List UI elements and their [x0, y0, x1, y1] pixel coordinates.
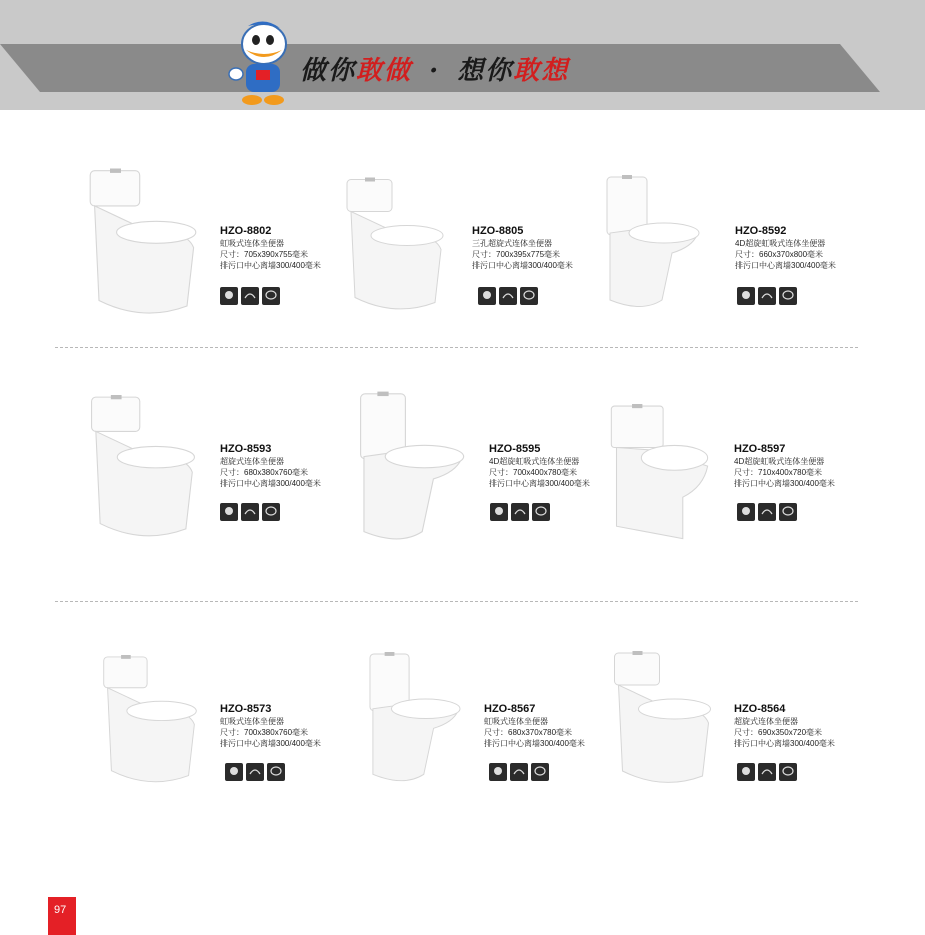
flush-icon: [499, 287, 517, 305]
toilet-product-image: [88, 168, 198, 328]
toilet-product-image: [605, 651, 720, 796]
product-model: HZO-8593: [220, 443, 272, 455]
flush-icon: [246, 763, 264, 781]
flush-icon: [241, 287, 259, 305]
toilet-product-image: [355, 390, 467, 555]
feature-icons: [490, 503, 550, 521]
feature-icons: [478, 287, 538, 305]
product-drain: 排污口中心离墙300/400毫米: [484, 739, 585, 748]
water-saving-icon: [220, 503, 238, 521]
product-type: 虹吸式连体坐便器: [220, 239, 284, 248]
product-model: HZO-8802: [220, 225, 272, 237]
toilet-product-image: [360, 652, 468, 794]
product-type: 三孔超旋式连体坐便器: [472, 239, 552, 248]
flush-icon: [241, 503, 259, 521]
product-model: HZO-8597: [734, 443, 786, 455]
product-model: HZO-8573: [220, 703, 272, 715]
product-type: 虹吸式连体坐便器: [484, 717, 548, 726]
cover-icon: [779, 763, 797, 781]
page-number: 97: [54, 904, 67, 916]
cover-icon: [520, 287, 538, 305]
cover-icon: [262, 503, 280, 521]
feature-icons: [737, 503, 797, 521]
product-specs: [220, 716, 321, 749]
cover-icon: [531, 763, 549, 781]
product-size: 尺寸：690x350x720毫米: [734, 728, 823, 737]
water-saving-icon: [220, 287, 238, 305]
row-divider-2: [55, 601, 858, 602]
toilet-product-image: [95, 655, 205, 795]
flush-icon: [758, 503, 776, 521]
product-drain: 排污口中心离墙300/400毫米: [472, 261, 573, 270]
water-saving-icon: [478, 287, 496, 305]
water-saving-icon: [737, 503, 755, 521]
product-specs: [220, 238, 321, 271]
product-drain: 排污口中心离墙300/400毫米: [220, 261, 321, 270]
water-saving-icon: [737, 763, 755, 781]
product-specs: [734, 716, 835, 749]
cover-icon: [262, 287, 280, 305]
product-specs: [472, 238, 573, 271]
toilet-product-image: [605, 404, 715, 554]
feature-icons: [220, 503, 280, 521]
product-size: 尺寸：705x390x755毫米: [220, 250, 309, 259]
product-size: 尺寸：700x380x760毫米: [220, 728, 309, 737]
water-saving-icon: [490, 503, 508, 521]
product-size: 尺寸：660x370x800毫米: [735, 250, 824, 259]
product-specs: [220, 456, 321, 489]
product-specs: [734, 456, 835, 489]
feature-icons: [489, 763, 549, 781]
duck-mascot-logo: [226, 20, 296, 108]
product-type: 超旋式连体坐便器: [220, 457, 284, 466]
product-size: 尺寸：700x395x775毫米: [472, 250, 561, 259]
product-drain: 排污口中心离墙300/400毫米: [489, 479, 590, 488]
product-drain: 排污口中心离墙300/400毫米: [734, 479, 835, 488]
product-type: 4D超旋虹吸式连体坐便器: [734, 457, 825, 466]
product-size: 尺寸：680x370x780毫米: [484, 728, 573, 737]
product-drain: 排污口中心离墙300/400毫米: [220, 739, 321, 748]
product-size: 尺寸：680x380x760毫米: [220, 468, 309, 477]
product-specs: [735, 238, 836, 271]
product-drain: 排污口中心离墙300/400毫米: [734, 739, 835, 748]
flush-icon: [510, 763, 528, 781]
product-model: HZO-8595: [489, 443, 541, 455]
product-size: 尺寸：710x400x780毫米: [734, 468, 823, 477]
flush-icon: [511, 503, 529, 521]
product-model: HZO-8592: [735, 225, 787, 237]
cover-icon: [532, 503, 550, 521]
water-saving-icon: [737, 287, 755, 305]
cover-icon: [779, 503, 797, 521]
product-type: 4D超旋虹吸式连体坐便器: [489, 457, 580, 466]
product-drain: 排污口中心离墙300/400毫米: [735, 261, 836, 270]
feature-icons: [225, 763, 285, 781]
product-model: HZO-8564: [734, 703, 786, 715]
product-specs: [489, 456, 590, 489]
product-specs: [484, 716, 585, 749]
cover-icon: [779, 287, 797, 305]
flush-icon: [758, 763, 776, 781]
toilet-product-image: [602, 170, 702, 325]
product-type: 虹吸式连体坐便器: [220, 717, 284, 726]
toilet-product-image: [345, 176, 445, 324]
flush-icon: [758, 287, 776, 305]
slogan-title: 做你敢做 · 想你敢想: [300, 56, 570, 86]
water-saving-icon: [225, 763, 243, 781]
feature-icons: [220, 287, 280, 305]
product-model: HZO-8805: [472, 225, 524, 237]
product-type: 超旋式连体坐便器: [734, 717, 798, 726]
product-type: 4D超旋虹吸式连体坐便器: [735, 239, 826, 248]
feature-icons: [737, 763, 797, 781]
feature-icons: [737, 287, 797, 305]
water-saving-icon: [489, 763, 507, 781]
cover-icon: [267, 763, 285, 781]
product-drain: 排污口中心离墙300/400毫米: [220, 479, 321, 488]
product-model: HZO-8567: [484, 703, 536, 715]
page-number-tab: [48, 897, 76, 935]
product-size: 尺寸：700x400x780毫米: [489, 468, 578, 477]
toilet-product-image: [88, 395, 198, 550]
row-divider-1: [55, 347, 858, 348]
